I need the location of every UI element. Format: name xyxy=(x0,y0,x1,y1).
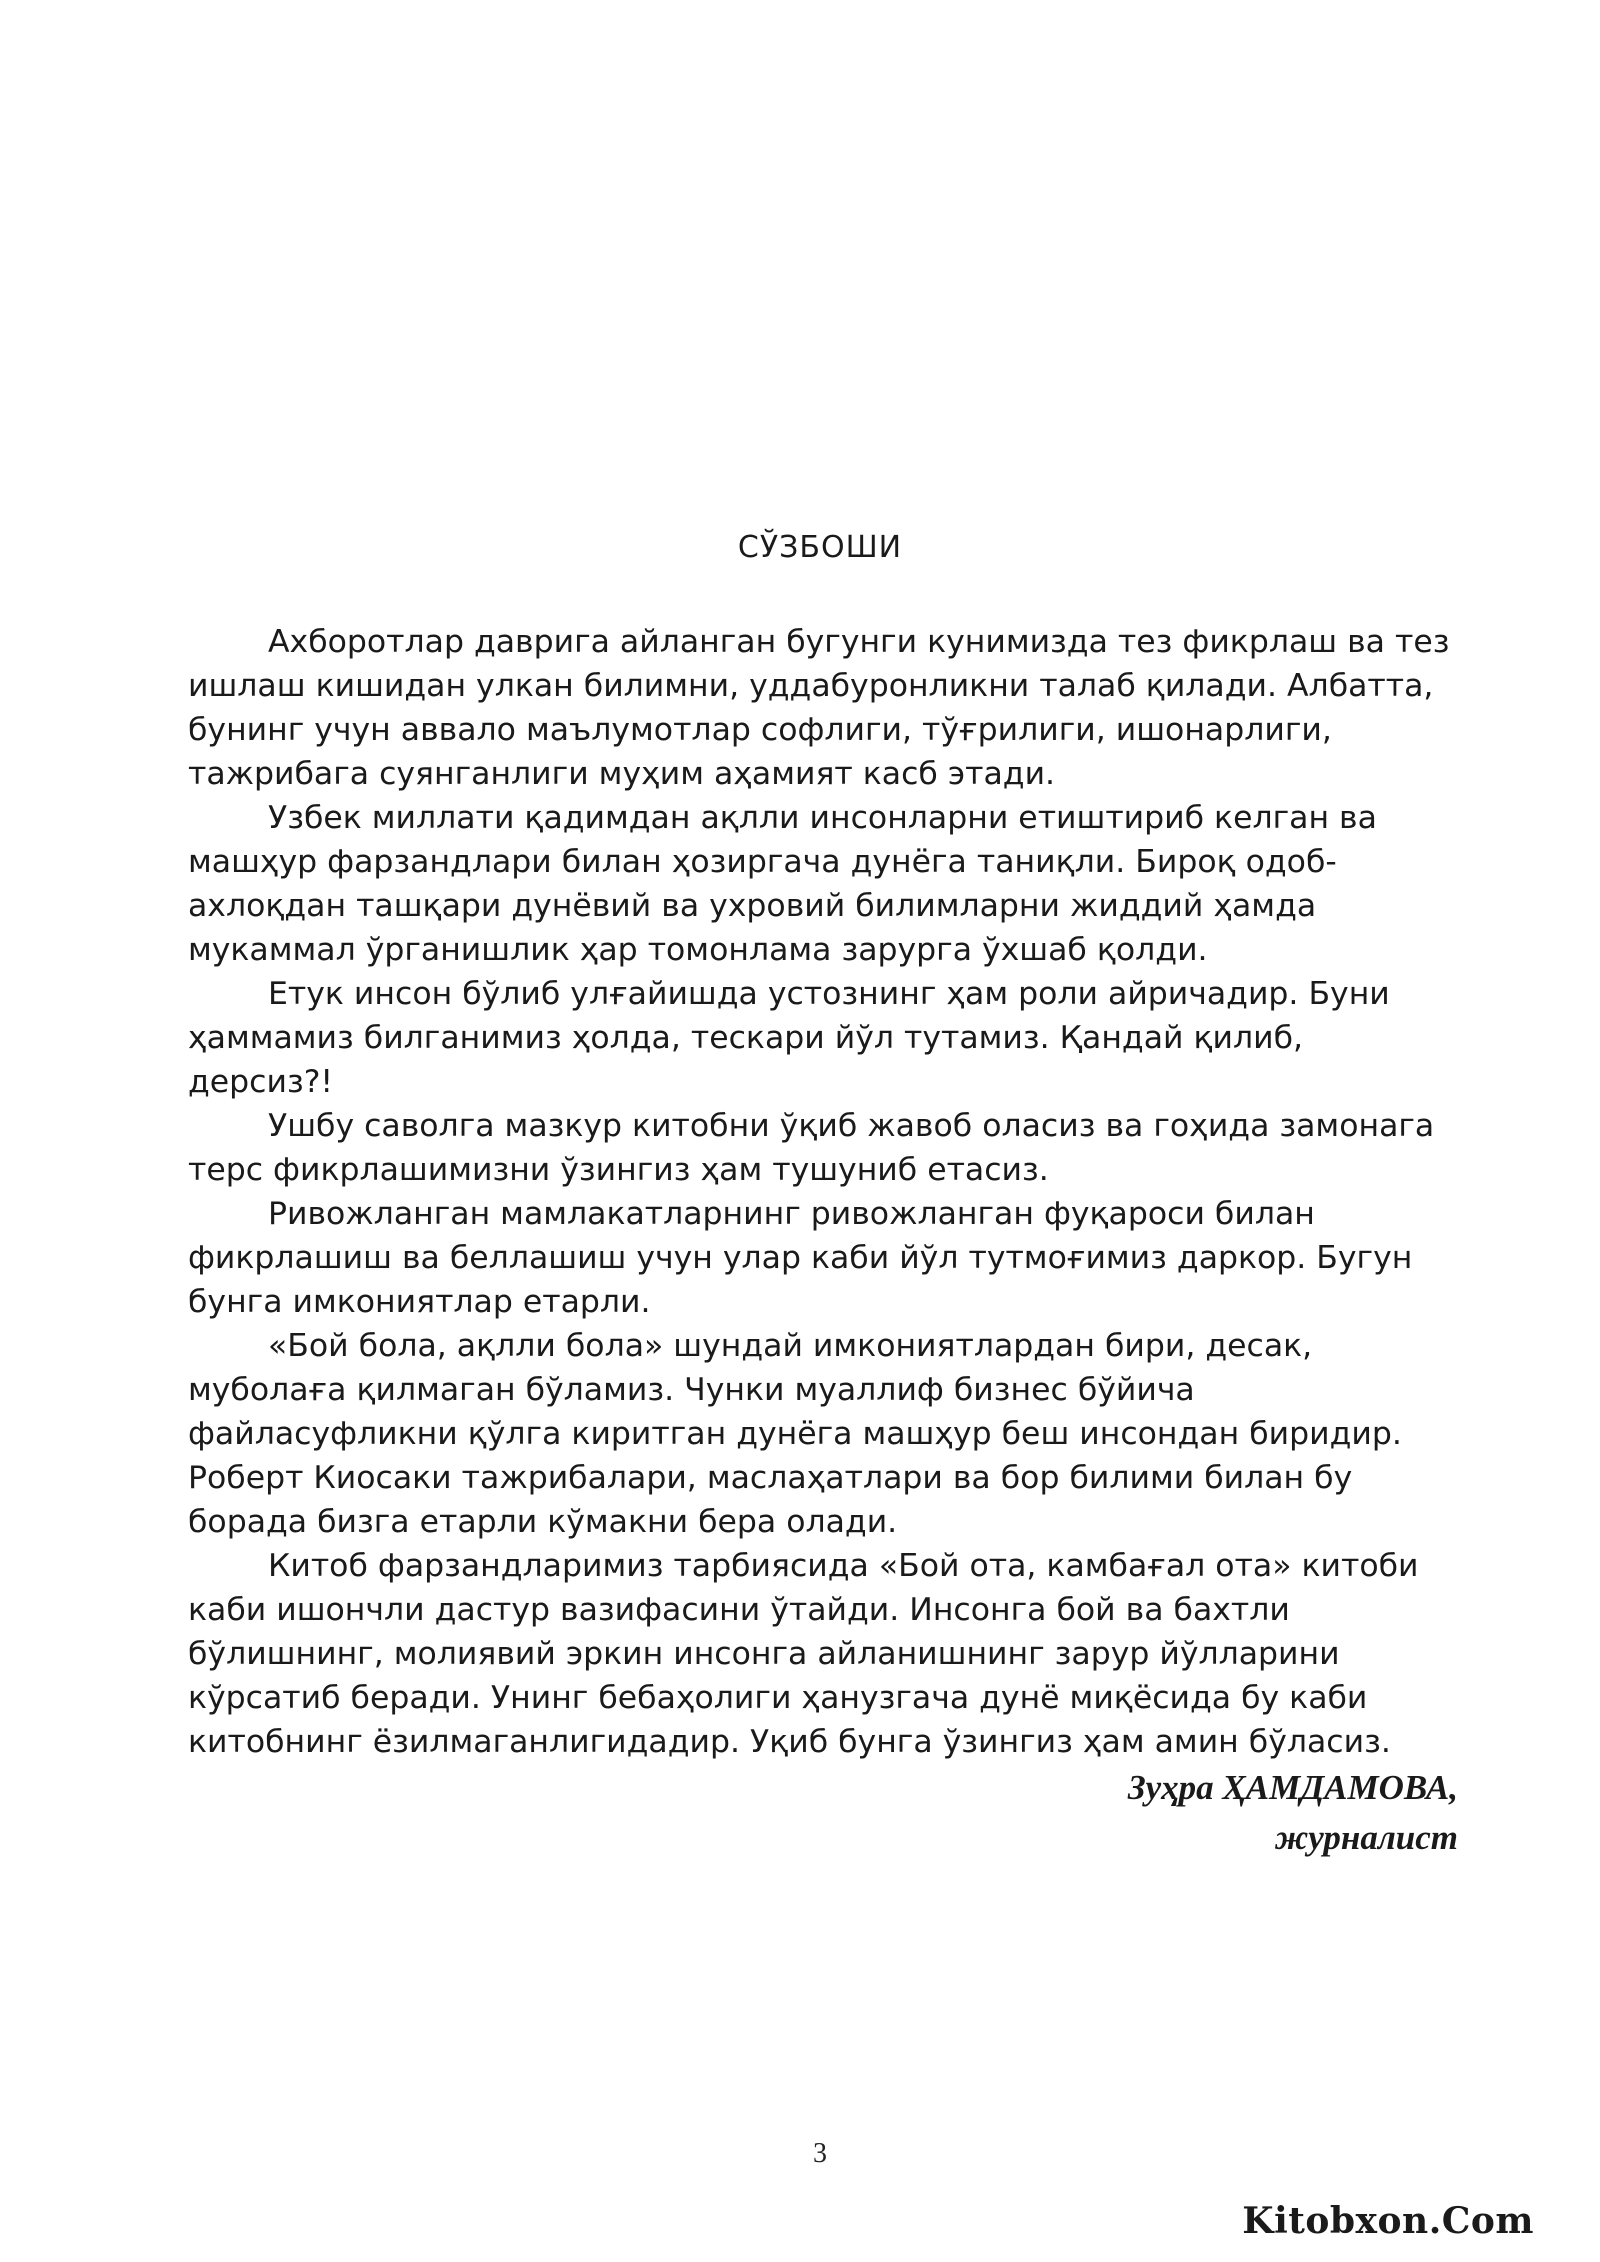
paragraph: Етук инсон бўлиб улғайишда устознинг ҳам роли айричадир. Буни ҳаммамиз билганимиз ҳолда, тескари йўл тутамиз. Қандай қилиб, дерсиз?! xyxy=(188,976,1390,1100)
paragraph: Китоб фарзандларимиз тарбиясида «Бой ота, камбағал ота» китоби каби ишончли дастур вазифасини ўтайди. Инсонга бой ва бахтли бўлишнинг, молиявий эркин инсонга айланишнинг зарур йўлларини кўрсатиб беради. Унинг бебаҳолиги ҳанузгача дунё миқёсида бу каби китобнинг ёзилмаганлигидадир. Уқиб бунга ўзингиз ҳам амин бўласиз. xyxy=(188,1548,1419,1760)
author-name: Зуҳра ҲАМДАМОВА, xyxy=(1127,1768,1458,1807)
paragraph: Ривожланган мамлакатларнинг ривожланган фуқароси билан фикрлашиш ва беллашиш учун улар каби йўл тутмоғимиз даркор. Бугун бунга имкониятлар етарли. xyxy=(188,1196,1413,1320)
paragraph: Ушбу саволга мазкур китобни ўқиб жавоб оласиз ва гоҳида замонага терс фикрлашимизни ўзингиз ҳам тушуниб етасиз. xyxy=(188,1108,1435,1188)
page-title: СЎЗБОШИ xyxy=(737,530,903,565)
site-watermark: Kitobxon.Com xyxy=(1242,2200,1534,2242)
paragraph: Узбек миллати қадимдан ақлли инсонларни етиштириб келган ва машҳур фарзандлари билан ҳозиргача дунёга таниқли. Бироқ одоб- ахлоқдан ташқари дунёвий ва ухровий билимларни жиддий ҳамда мукаммал ўрганишлик ҳар томонлама зарурга ўхшаб қолди. xyxy=(188,800,1377,968)
paragraph: Ахборотлар даврига айланган бугунги кунимизда тез фикрлаш ва тез ишлаш кишидан улкан билимни, уддабуронликни талаб қилади. Албатта, бунинг учун аввало маълумотлар софлиги, тўғрилиги, ишонарлиги, тажрибага суянганлиги муҳим аҳамият касб этади. xyxy=(188,624,1450,792)
paragraph: «Бой бола, ақлли бола» шундай имкониятлардан бири, десак, муболаға қилмаган бўламиз. Чунки муаллиф бизнес бўйича файласуфликни қўлга киритган дунёга машҳур беш инсондан биридир. Роберт Киосаки тажрибалари, маслаҳатлари ва бор билими билан бу борада бизга етарли кўмакни бера олади. xyxy=(188,1328,1402,1540)
page-number: 3 xyxy=(813,2138,827,2169)
body-text xyxy=(188,620,1458,1764)
author-role: журналист xyxy=(1274,1818,1458,1857)
signature-block xyxy=(758,1763,1458,1863)
